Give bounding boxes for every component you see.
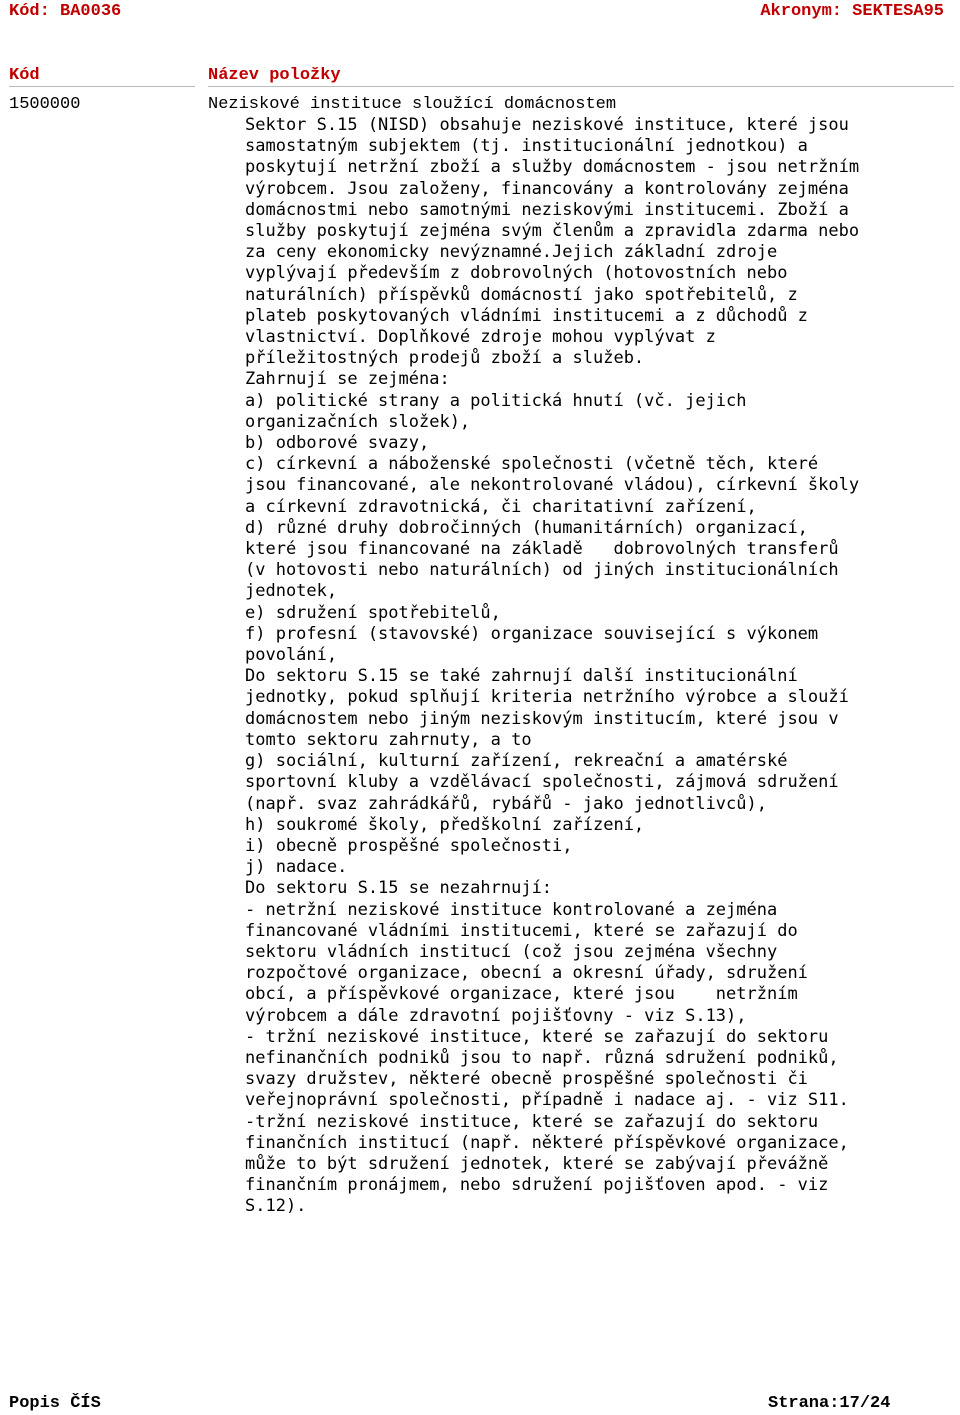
item-title: Neziskové instituce sloužící domácnostem — [208, 95, 617, 114]
footer-document-name: Popis ČÍS — [9, 1394, 101, 1413]
document-acronym: Akronym: SEKTESA95 — [760, 2, 944, 21]
item-code: 1500000 — [9, 95, 81, 114]
item-description: Sektor S.15 (NISD) obsahuje neziskové instituce, které jsou samostatným subjektem (tj. institucionální jednotkou) a poskytují netržní zboží a služby domácnostem - jsou netržním výrobcem. Jsou založeny, financovány a kontrolovány zejména domácnostmi nebo samotnými neziskovými institucemi. Zboží a služby poskytují zejména svým členům a zpravidla zdarma nebo za ceny ekonomicky nevýznamné.Jejich základní zdroje vyplývají především z dobrovolných (hotovostních nebo naturálních) příspěvků domácností jako spotřebitelů, z plateb poskytovaných vládními institucemi a z důchodů z vlastnictví. Doplňkové zdroje mohou vyplývat z příležitostných prodejů zboží a služeb. Zahrnují se zejména: a) politické strany a politická hnutí (vč. jejich organizačních složek), b) odborové svazy, c) církevní a náboženské společnosti (včetně těch, které jsou financované, ale nekontrolované vládou), církevní školy a církevní zdravotnická, či charitativní zařízení, d) různé druhy dobročinných (humanitárních) organizací, které jsou financované na základě dobrovolných transferů (v hotovosti nebo naturálních) od jiných institucionálních jednotek, e) sdružení spotřebitelů, f) profesní (stavovské) organizace související s výkonem povolání, Do sektoru S.15 se také zahrnují další institucionální jednotky, pokud splňují kriteria netržního výrobce a slouží domácnostem nebo jiným neziskovým institucím, které jsou v tomto sektoru zahrnuty, a to g) sociální, kulturní zařízení, rekreační a amatérské sportovní kluby a vzdělávací společnosti, zájmová sdružení (např. svaz zahrádkářů, rybářů - jako jednotlivců), h) soukromé školy, předškolní zařízení, i) obecně prospěšné společnosti, j) nadace. Do sektoru S.15 se nezahrnují: - netržní neziskové instituce kontrolované a zejména financované vládními institucemi, které se zařazují do sektoru vládních institucí (což jsou zejména všechny rozpočtové organizace, obecní a okresní úřady, sdružení obcí, a příspěvkové organizace, které jsou netržním výrobcem a dále zdravotní pojišťovny - viz S.13), - tržní neziskové instituce, které se zařazují do sektoru nefinančních podniků jsou to např. různá sdružení podniků, svazy družstev, některé obecně prospěšné společnosti či veřejnoprávní společnosti, případně i nadace aj. - viz S11. -tržní neziskové instituce, které se zařazují do sektoru finančních institucí (např. některé příspěvkové organizace, může to být sdružení jednotek, které se zabývají převážně finančním pronájmem, nebo sdružení pojišťoven apod. - viz S.12). — [245, 115, 860, 1217]
footer-page-number: Strana:17/24 — [768, 1394, 891, 1413]
document-code: Kód: BA0036 — [9, 2, 122, 21]
column-header-name: Název položky — [208, 66, 341, 85]
column-divider-name — [208, 86, 954, 87]
column-divider-code — [9, 86, 195, 87]
column-header-code: Kód — [9, 66, 40, 85]
